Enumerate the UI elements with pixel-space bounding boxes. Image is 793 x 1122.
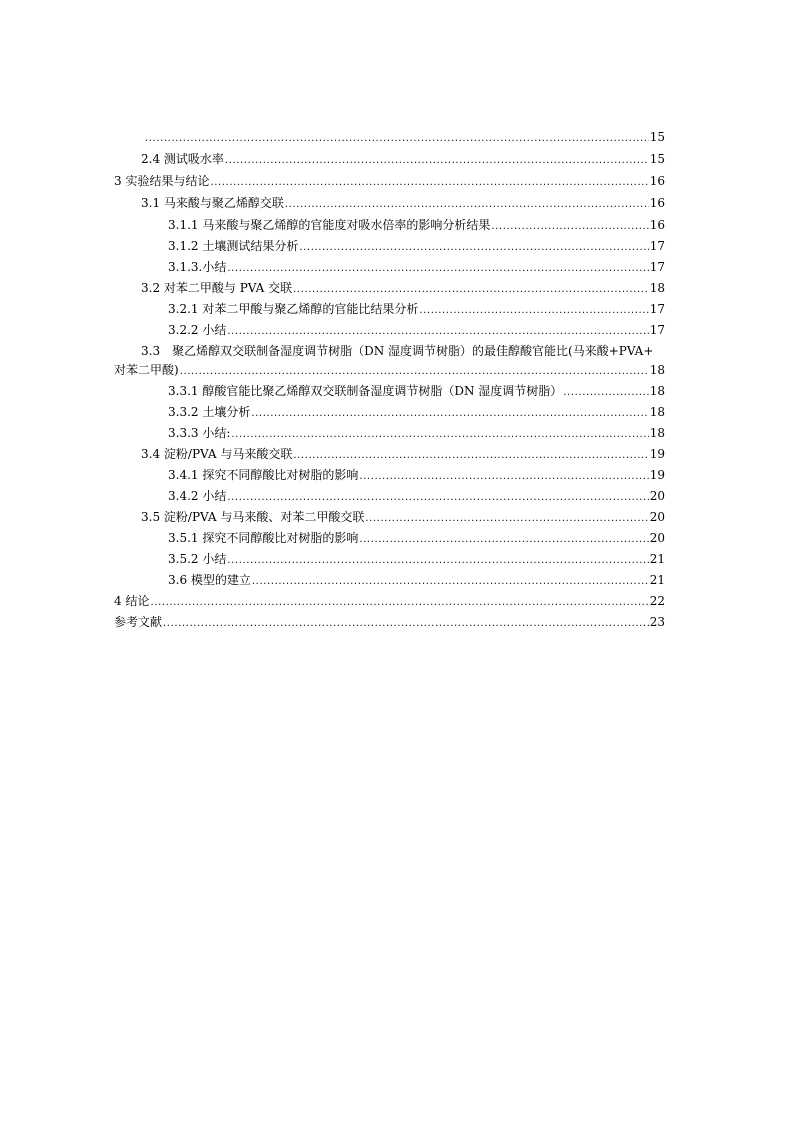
toc-entry-title: 3.6 模型的建立 <box>168 573 251 587</box>
toc-leader-dots <box>491 218 648 236</box>
toc-entry-2-4[interactable] <box>141 150 665 168</box>
toc-entry-references[interactable] <box>114 613 665 631</box>
toc-entry-page: 20 <box>649 531 665 545</box>
toc-entry-title: 3.2.2 小结 <box>168 323 227 337</box>
toc-entry-3-3-2[interactable] <box>168 403 665 421</box>
toc-entry-title: 3.5.2 小结 <box>168 552 227 566</box>
toc-entry-page: 15 <box>649 130 665 144</box>
toc-entry-continuation[interactable] <box>144 128 665 146</box>
toc-entry-3-4-2[interactable] <box>168 487 665 505</box>
toc-entry-page: 16 <box>649 196 665 210</box>
toc-entry-3-1[interactable] <box>141 194 665 212</box>
toc-entry-page: 19 <box>649 447 665 461</box>
toc-entry-page: 17 <box>649 323 665 337</box>
toc-entry-title: 3 实验结果与结论 <box>114 174 210 188</box>
toc-entry-title: 对苯二甲酸) <box>114 363 179 377</box>
toc-entry-3-2[interactable] <box>141 279 665 297</box>
toc-leader-dots <box>145 130 649 148</box>
toc-entry-title: 3.3.1 醇酸官能比聚乙烯醇双交联制备湿度调节树脂（DN 湿度调节树脂） <box>168 384 563 398</box>
toc-entry-title: 3.2.1 对苯二甲酸与聚乙烯醇的官能比结果分析 <box>168 302 419 316</box>
toc-entry-title: 3.3.3 小结: <box>168 426 231 440</box>
toc-entry-title: 3.2 对苯二甲酸与 PVA 交联 <box>141 281 293 295</box>
toc-entry-3-3-line2[interactable] <box>114 361 665 379</box>
toc-entry-title: 3.1.2 土壤测试结果分析 <box>168 239 299 253</box>
toc-entry-title: 3.5 淀粉/PVA 与马来酸、对苯二甲酸交联 <box>141 510 365 524</box>
toc-leader-dots <box>227 552 648 570</box>
toc-leader-dots <box>225 152 649 170</box>
toc-leader-dots <box>210 174 648 192</box>
toc-entry-page: 16 <box>649 174 665 188</box>
toc-entry-page: 21 <box>649 552 665 566</box>
toc-entry-title: 3.4.2 小结 <box>168 489 227 503</box>
toc-leader-dots <box>293 281 649 299</box>
toc-leader-dots <box>227 489 648 507</box>
toc-entry-3[interactable] <box>114 172 665 190</box>
toc-leader-dots <box>180 363 649 381</box>
toc-entry-title: 3.1 马来酸与聚乙烯醇交联 <box>141 196 284 210</box>
toc-entry-page: 16 <box>649 218 665 232</box>
toc-leader-dots <box>252 573 649 591</box>
toc-leader-dots <box>359 468 648 486</box>
toc-entry-4[interactable] <box>114 592 665 610</box>
toc-entry-title: 3.1.3.小结 <box>168 260 227 274</box>
toc-entry-3-2-1[interactable] <box>168 300 665 318</box>
toc-entry-page: 15 <box>649 152 665 166</box>
toc-entry-page: 23 <box>649 615 665 629</box>
toc-leader-dots <box>285 196 649 214</box>
toc-entry-3-2-2[interactable] <box>168 321 665 339</box>
toc-entry-3-3-line1[interactable] <box>141 342 701 360</box>
toc-leader-dots <box>150 594 648 612</box>
toc-entry-title: 参考文献 <box>114 615 163 629</box>
toc-leader-dots <box>163 615 649 633</box>
toc-entry-page: 18 <box>649 363 665 377</box>
toc-entry-3-4-1[interactable] <box>168 466 665 484</box>
toc-entry-page: 17 <box>649 239 665 253</box>
toc-leader-dots <box>419 302 648 320</box>
toc-leader-dots <box>563 384 648 402</box>
toc-entry-page: 17 <box>649 302 665 316</box>
toc-entry-3-5-1[interactable] <box>168 529 665 547</box>
toc-leader-dots <box>359 531 648 549</box>
toc-entry-page: 18 <box>649 426 665 440</box>
toc-entry-page: 20 <box>649 489 665 503</box>
toc-entry-3-5-2[interactable] <box>168 550 665 568</box>
toc-leader-dots <box>227 260 648 278</box>
toc-entry-page: 17 <box>649 260 665 274</box>
toc-entry-page: 19 <box>649 468 665 482</box>
toc-leader-dots <box>231 426 648 444</box>
toc-leader-dots <box>227 323 648 341</box>
toc-leader-dots <box>299 239 648 257</box>
toc-entry-3-3-3[interactable] <box>168 424 665 442</box>
toc-leader-dots <box>251 405 648 423</box>
toc-entry-3-6[interactable] <box>168 571 665 589</box>
toc-leader-dots <box>293 447 648 465</box>
toc-entry-page: 18 <box>649 281 665 295</box>
toc-entry-title: 4 结论 <box>114 594 150 608</box>
toc-entry-3-5[interactable] <box>141 508 665 526</box>
toc-entry-3-4[interactable] <box>141 445 665 463</box>
toc-entry-3-1-2[interactable] <box>168 237 665 255</box>
toc-entry-page: 22 <box>649 594 665 608</box>
toc-entry-3-3-1[interactable] <box>168 382 665 400</box>
toc-entry-page: 20 <box>649 510 665 524</box>
toc-entry-title: 3.3 聚乙烯醇双交联制备湿度调节树脂（DN 湿度调节树脂）的最佳醇酸官能比(马来酸+PVA+ <box>141 344 654 358</box>
toc-entry-title: 3.4.1 探究不同醇酸比对树脂的影响 <box>168 468 359 482</box>
toc-entry-3-1-1[interactable] <box>168 216 665 234</box>
toc-entry-title: 3.4 淀粉/PVA 与马来酸交联 <box>141 447 293 461</box>
toc-entry-title: 2.4 测试吸水率 <box>141 152 224 166</box>
toc-entry-title: 3.3.2 土壤分析 <box>168 405 251 419</box>
toc-entry-page: 18 <box>649 384 665 398</box>
toc-leader-dots <box>365 510 648 528</box>
toc-entry-page: 18 <box>649 405 665 419</box>
toc-entry-page: 21 <box>649 573 665 587</box>
toc-entry-3-1-3[interactable] <box>168 258 665 276</box>
toc-entry-title: 3.5.1 探究不同醇酸比对树脂的影响 <box>168 531 359 545</box>
toc-entry-title: 3.1.1 马来酸与聚乙烯醇的官能度对吸水倍率的影响分析结果 <box>168 218 491 232</box>
